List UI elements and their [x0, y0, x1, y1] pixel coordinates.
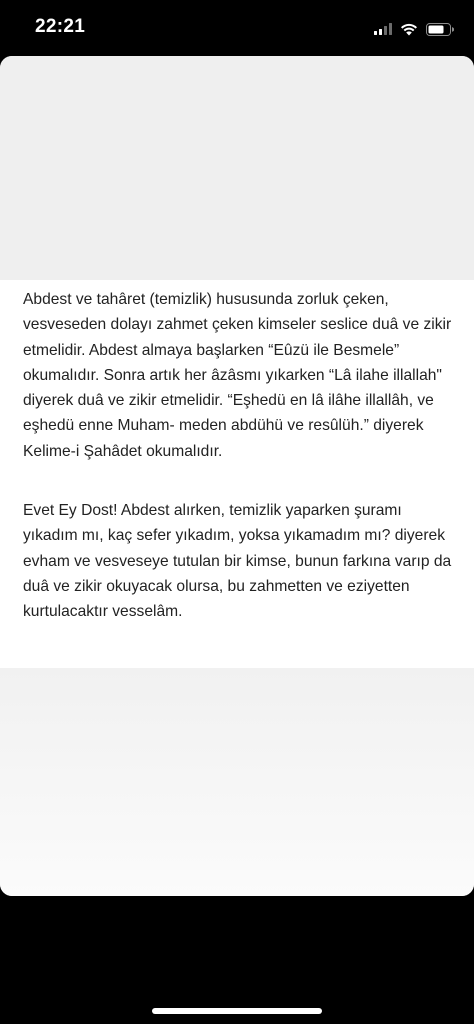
article-paragraph-2: Evet Ey Dost! Abdest alırken, temizlik yaparken şuramı yıkadım mı, kaç sefer yıkadım, yoksa yıkamadım mı? diyerek evham ve vesveseye tutulan bir kimse, bunun farkına varıp da duâ ve zikir okuyacak olursa, bu zahmetten ve eziyetten kurtulacaktır vesselâm. [23, 502, 452, 621]
wifi-icon [400, 23, 418, 36]
cellular-signal-icon [374, 23, 392, 35]
image-placeholder-top [0, 56, 474, 280]
home-indicator[interactable] [152, 1008, 322, 1014]
article-text [0, 280, 474, 668]
article-paragraph-1: Abdest ve tahâret (temizlik) hususunda zorluk çeken, vesveseden dolayı zahmet çeken kimseler seslice duâ ve zikir etmelidir. Abdest almaya başlarken “Eûzü ile Besmele” okumalıdır. Sonra artık her âzâsmı yıkarken “Lâ ilahe illallah" diyerek duâ ve zikir etmelidir. “Eşhedü en lâ ilâhe illallâh, ve eşhedü enne Muham- meden abdühü ve resûlüh.” diyerek Kelime-i Şahâdet okumalıdır. [23, 291, 452, 460]
status-icons [374, 19, 454, 39]
content-card [0, 56, 474, 896]
status-bar [0, 0, 474, 56]
status-time: 22:21 [35, 16, 86, 37]
battery-icon [426, 23, 454, 36]
image-placeholder-bottom [0, 668, 474, 896]
